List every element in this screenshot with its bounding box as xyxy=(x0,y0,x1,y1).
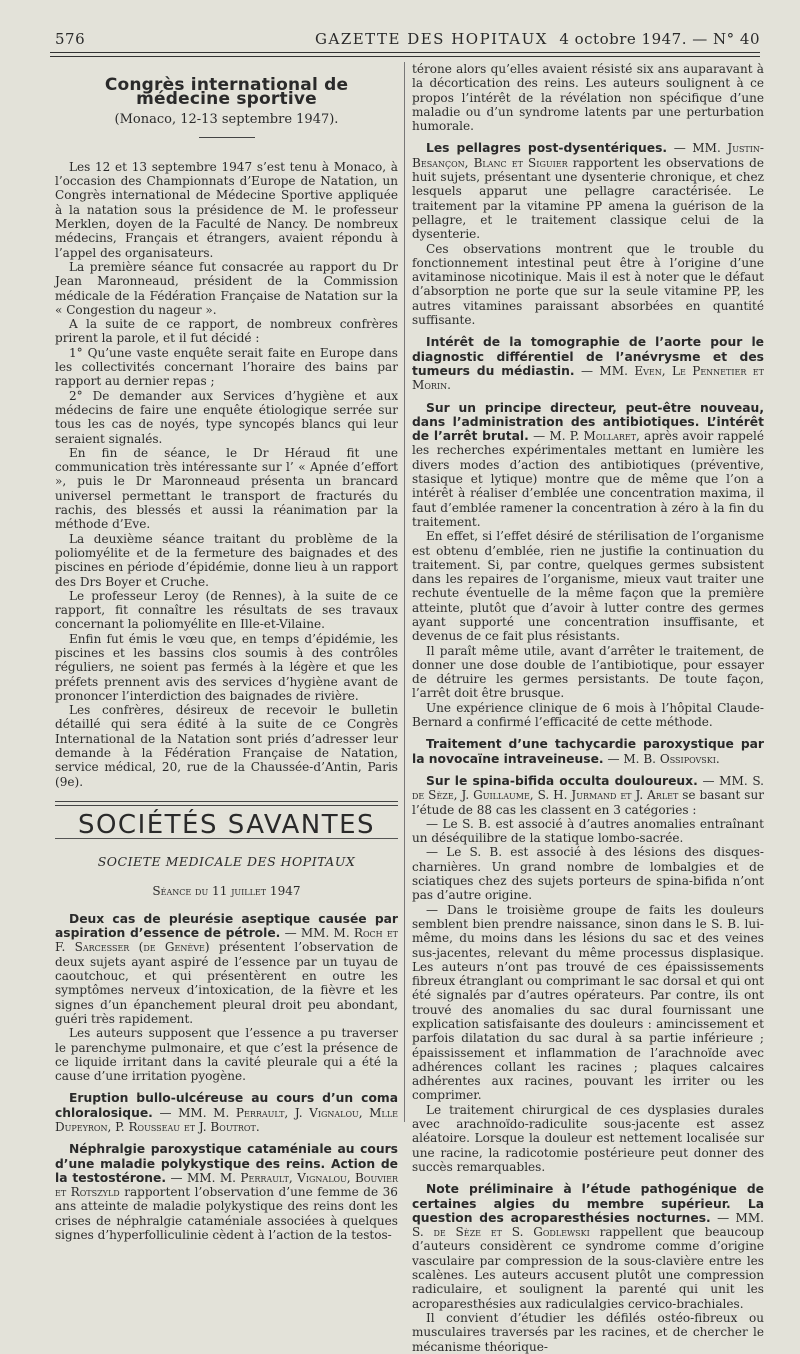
article-text: rapportent les observations de huit sujets, présentant une dysenterie chronique, et chez lesquels apparut une pellagre caractérisée. Le traitement par la vitamine PP amena la guérison de la pellagre, et le traitement classique celui de la dysenterie. xyxy=(412,155,764,242)
article-authors: — MM. S. de Sèze et S. Godlewski xyxy=(412,1210,764,1240)
paragraph: Il paraît même utile, avant d’arrêter le traitement, de donner une dose double de l’antibiotique, pour essayer de détruire les germes persistants. De toute façon, l’arrêt doit être brusque. xyxy=(412,643,764,701)
society-name: SOCIETE MEDICALE DES HOPITAUX xyxy=(97,854,356,870)
article xyxy=(55,1091,398,1134)
paragraph: Une expérience clinique de 6 mois à l’hôpital Claude-Bernard a confirmé l’efficacité de cette méthode. xyxy=(412,700,764,730)
article-authors: — M. P. Mollaret, xyxy=(533,429,640,444)
article-title: Sur le spina-bifida occulta douloureux. xyxy=(426,773,698,788)
right-column xyxy=(412,62,764,1354)
congress-subtitle: (Monaco, 12-13 septembre 1947). xyxy=(114,111,339,127)
article-title: Les pellagres post-dysentériques. xyxy=(426,141,668,156)
article-title: Intérêt de la tomographie de l’aorte pour le diagnostic différentiel de l’anévrysme et des tumeurs du médiastin. xyxy=(412,335,764,378)
paragraph: — Dans le troisième groupe de faits les douleurs semblent bien prendre naissance, sinon dans le S. B. lui-même, du moins dans les lésions du sac et des veines sus-jacentes, relevant du même processus displasique. Les auteurs n’ont pas trouvé de ces épaississements fibreux étranglant ou comprimant le sac dorsal et qui ont été signalés par d’autres opérateurs. Par contre, ils ont trouvé des anomalies du sac dural fournissant une explication satisfaisante des douleurs : amincissement et parfois dilatation du sac dural à sa partie inférieure ; épaississement et inflammation de l’arachnoïde avec adhérences collant les racines ; plaques calcaires adhérentes aux racines, pouvant les irriter ou les comprimer. xyxy=(412,902,764,1103)
article-authors: — MM. Even, Le Pennetier et Morin. xyxy=(412,363,764,393)
article-text: rappellent que beaucoup d’auteurs considèrent ce syndrome comme d’origine vasculaire par compression de la sous-clavière entre les scalènes. Les auteurs accusent plutôt une compression radiculaire, et soulignent la parenté qui unit les acroparesthésies aux radiculalgies cervico-brachiales. xyxy=(412,1225,764,1311)
congress-title: Congrès international de médecine sportive xyxy=(104,75,349,110)
paragraph: — Le S. B. est associé à d’autres anomalies entraînant un déséquilibre de la statique lombo-sacrée. xyxy=(412,816,764,846)
journal-title: GAZETTE DES HOPITAUX xyxy=(315,30,548,48)
article xyxy=(412,1182,764,1311)
section-divider xyxy=(55,801,398,806)
paragraph: 1° Qu’une vaste enquête serait faite en Europe dans les collectivités concernant l’horaire des bains par rapport au dernier repas ; xyxy=(55,345,398,389)
article xyxy=(55,912,398,1026)
issue-date: 4 octobre 1947. — N° 40 xyxy=(559,30,760,48)
article xyxy=(55,1142,398,1242)
article-text: après avoir rappelé les recherches expérimentales mettant en lumière les divers modes d’action des antibiotiques (préventive, stasique et lytique) montre que de même que l’on a intérêt à réaliser d’emblée une concentration maxima, il faut d’emblée ramener la concentration à zéro à la fin du traitement. xyxy=(412,429,764,529)
article-title: Sur un principe directeur, peut-être nouveau, dans l’administration des antibiotiques. L’intérêt de l’arrêt brutal. xyxy=(412,400,764,444)
article-title: Traitement d’une tachycardie paroxystique par la novocaïne intraveineuse. xyxy=(412,737,764,766)
article xyxy=(412,141,764,241)
article-authors: — MM. M. Roch et F. Sarcesser (de Genève) xyxy=(55,926,398,955)
paragraph: 2° De demander aux Services d’hygiène et aux médecins de faire une enquête étiologique serrée sur tous les cas de noyés, type syncopés blancs qui leur seraient signalés. xyxy=(55,388,398,446)
column-divider xyxy=(404,62,405,1122)
paragraph: térone alors qu’elles avaient résisté six ans auparavant à la décortication des reins. Les auteurs soulignent à ce propos l’intérêt de la révélation non spécifique d’une maladie ou d’un syndrome latents par une perturbation humorale. xyxy=(412,62,764,134)
left-column xyxy=(55,62,398,1242)
article-title: Néphralgie paroxystique cataméniale au cours d’une maladie polykystique des reins. Action de la testostérone. xyxy=(55,1142,398,1185)
paragraph: Les auteurs supposent que l’essence a pu traverser le parenchyme pulmonaire, et que c’est la présence de ce liquide irritant dans la cavité pleurale qui a été la cause d’une irritation pyogène. xyxy=(55,1026,398,1084)
paragraph: Ces observations montrent que le trouble du fonctionnement intestinal peut être à l’origine d’une avitaminose nicotinique. Mais il est à noter que le défaut d’absorption ne porte que sur la seule vitamine PP, les autres vitamines paraissant absorbées en quantité suffisante. xyxy=(412,241,764,328)
page-number: 576 xyxy=(55,30,86,48)
paragraph: En fin de séance, le Dr Héraud fit une communication très intéressante sur l’ « Apnée d’effort », puis le Dr Maronneaud présenta un brancard universel permettant le transport de fracturés du rachis, des blessés et aussi la réanimation par la méthode d’Eve. xyxy=(55,445,398,532)
paragraph: La deuxième séance traitant du problème de la poliomyélite et de la fermeture des baignades et des piscines en période d’épidémie, donne lieu à un rapport des Drs Boyer et Cruche. xyxy=(55,531,398,589)
article-title: Deux cas de pleurésie aseptique causée par aspiration d’essence de pétrole. xyxy=(55,911,398,941)
paragraph: A la suite de ce rapport, de nombreux confrères prirent la parole, et il fut décidé : xyxy=(55,317,398,346)
article-authors: — MM. S. de Sèze, J. Guillaume, S. H. Jurmand et J. Arlet xyxy=(412,773,765,803)
article xyxy=(412,737,764,766)
paragraph: Enfin fut émis le vœu que, en temps d’épidémie, les piscines et les bassins clos soumis à des contrôles réguliers, ne soient pas fermés à la légère et que les préfets prennent avis des services d’hygiène avant de prononcer l’interdiction des baignades de rivière. xyxy=(55,631,398,703)
paragraph: Le professeur Leroy (de Rennes), à la suite de ce rapport, fit connaître les résultats de ses travaux concernant la poliomyélite en Ille-et-Vilaine. xyxy=(55,588,398,632)
article xyxy=(412,774,764,817)
paragraph: Il convient d’étudier les défilés ostéo-fibreux ou musculaires traversés par les racines, et de chercher le mécanisme théorique- xyxy=(412,1310,764,1354)
article-authors: — MM. M. Perrault, Vignalou, Bouvier et Rotszyld xyxy=(55,1170,398,1200)
article-authors: — M. B. Ossipovski. xyxy=(607,751,720,766)
short-divider xyxy=(199,137,255,138)
header-rule xyxy=(50,52,760,53)
article-text: rapportent l’observation d’une femme de 36 ans atteinte de maladie polykystique des reins dont les crises de néphralgie cataméniale associées à quelques signes d’hyperfolliculinie cèdent à l’action de la testos- xyxy=(55,1185,398,1243)
article-authors: — MM. M. Perrault, J. Vignalou, Mlle Dupeyron, P. Rousseau et J. Boutrot. xyxy=(55,1105,398,1134)
paragraph: Les 12 et 13 septembre 1947 s’est tenu à Monaco, à l’occasion des Championnats d’Europe de Natation, un Congrès international de Médecine Sportive appliquée à la natation sous la présidence de M. le professeur Merklen, doyen de la Faculté de Nancy. De nombreux médecins, Français et étrangers, avaient répondu à l’appel des organisateurs. xyxy=(55,159,398,260)
paragraph: Les confrères, désireux de recevoir le bulletin détaillé qui sera édité à la suite de ce Congrès International de la Natation sont priés d’adresser leur demande à la Fédération Française de Natation, service médical, 20, rue de la Chaussée-d’Antin, Paris (9e). xyxy=(55,703,398,789)
article-text: présentent l’observation de deux sujets ayant aspiré de l’essence par un tuyau de caoutchouc, et qui présentèrent en outre les symptômes nerveux d’intoxication, de la fièvre et les signes d’un épanchement pleural droit peu abondant, guéri très rapidement. xyxy=(55,940,398,1026)
session-date: Séance du 11 juillet 1947 xyxy=(152,883,301,898)
article-authors: — MM. Justin-Besançon, Blanc et Siguier xyxy=(412,141,764,170)
article xyxy=(412,401,764,530)
paragraph: — Le S. B. est associé à des lésions des disques-charnières. Un grand nombre de lombalgies et de sciatiques chez des sujets porteurs de spina-bifida n’ont pas d’autre origine. xyxy=(412,845,764,903)
paragraph: En effet, si l’effet désiré de stérilisation de l’organisme est obtenu d’emblée, rien ne justifie la continuation du traitement. Si, par contre, quelques germes subsistent dans les repaires de l’organisme, mieux vaut traiter une rechute éventuelle de la même façon que la première atteinte, plutôt que d’avoir à lutter contre des germes ayant supporté une concentration insuffisante, et devenus de ce fait plus résistants. xyxy=(412,529,764,644)
paragraph: La première séance fut consacrée au rapport du Dr Jean Maronneaud, président de la Commission médicale de la Fédération Française de Natation sur la « Congestion du nageur ». xyxy=(55,259,398,317)
article-title: Eruption bullo-ulcéreuse au cours d’un coma chloralosique. xyxy=(55,1091,398,1120)
article-title: Note préliminaire à l’étude pathogénique de certaines algies du membre supérieur. La question des acroparesthésies nocturnes. xyxy=(412,1182,764,1225)
article xyxy=(412,335,764,392)
section-title: SOCIÉTÉS SAVANTES xyxy=(77,809,376,840)
paragraph: Le traitement chirurgical de ces dysplasies durales avec arachnoïdo-radiculite sous-jacente est assez aléatoire. Lorsque la douleur est nettement localisée sur une racine, la radicotomie postérieure peut donner des succès remarquables. xyxy=(412,1102,764,1174)
article-text: se basant sur l’étude de 88 cas les classent en 3 catégories : xyxy=(412,788,764,817)
page-header xyxy=(55,28,760,52)
header-rule-2 xyxy=(50,56,760,57)
